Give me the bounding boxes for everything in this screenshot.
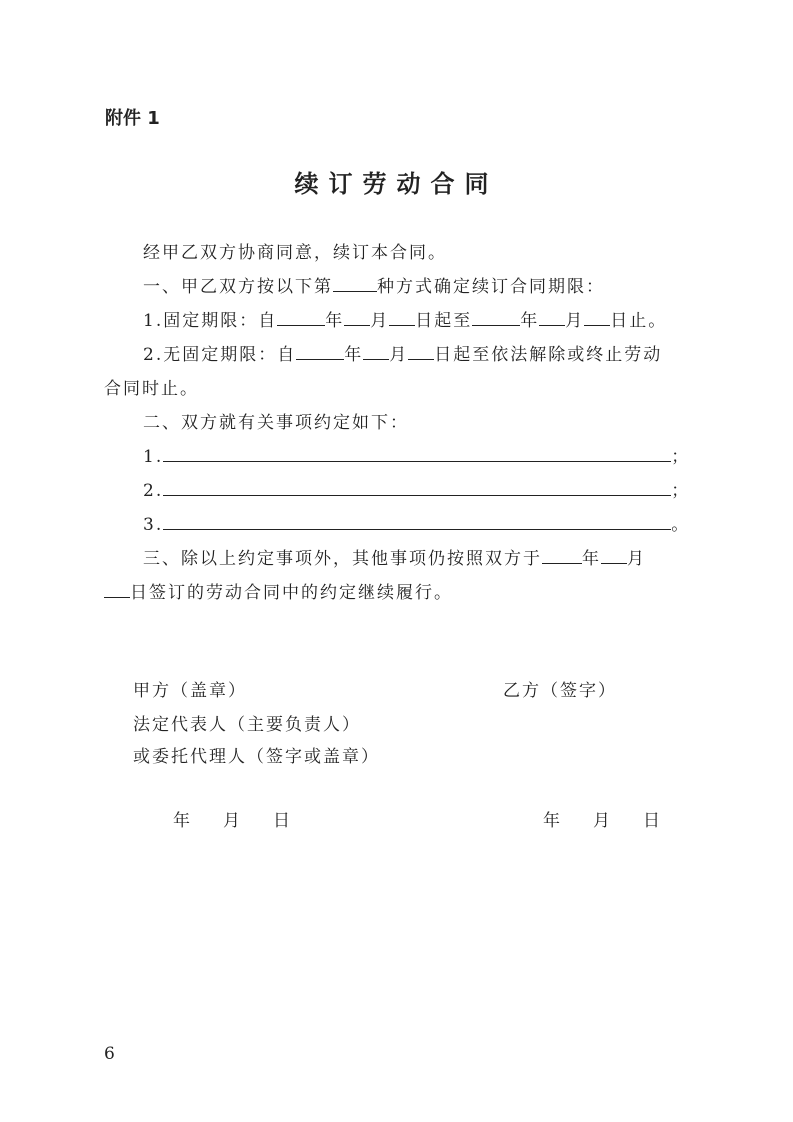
attachment-label: 附件 1 — [105, 108, 160, 129]
clause-three-text-a: 三、除以上约定事项外，其他事项仍按照双方于 — [143, 549, 542, 569]
item-three-blank[interactable] — [163, 513, 671, 530]
clause-one — [143, 272, 605, 297]
clause-three-text-b: 日签订的劳动合同中的约定继续履行。 — [130, 583, 453, 603]
clause-two: 二、双方就有关事项约定如下： — [143, 413, 409, 433]
clause-three-month: 月 — [627, 549, 646, 569]
clause-one-text-a: 一、甲乙双方按以下第 — [143, 277, 333, 297]
open-year-text: 年 — [344, 345, 364, 365]
fixed-end-month-blank[interactable] — [539, 309, 565, 326]
fixed-year-text: 年 — [325, 311, 345, 331]
clause-three-year: 年 — [582, 549, 601, 569]
item-end: ； — [671, 481, 691, 501]
fixed-start-day-blank[interactable] — [389, 309, 415, 326]
party-a-date-day: 日 — [273, 811, 290, 831]
fixed-term-label: 1.固定期限：自 — [143, 311, 278, 331]
item-number: 1. — [143, 447, 164, 467]
item-line — [143, 476, 690, 501]
method-number-blank[interactable] — [333, 275, 377, 292]
open-start-day-blank[interactable] — [408, 343, 434, 360]
clause-three — [143, 544, 646, 569]
item-number: 2. — [143, 481, 164, 501]
party-b-date-month: 月 — [593, 811, 610, 831]
page-number: 6 — [104, 1044, 115, 1064]
intro-paragraph: 经甲乙双方协商同意，续订本合同。 — [143, 243, 447, 263]
legal-representative: 法定代表人（主要负责人） — [133, 715, 361, 735]
clause-one-text-b: 种方式确定续订合同期限： — [377, 277, 605, 297]
open-term-line — [143, 340, 662, 365]
open-month-text: 月 — [389, 345, 409, 365]
item-one-blank[interactable] — [163, 445, 671, 462]
item-number: 3. — [143, 515, 164, 535]
fixed-term-line — [143, 306, 667, 331]
party-b-signature: 乙方（签字） — [503, 681, 617, 701]
item-end: 。 — [671, 515, 691, 535]
party-b-date-day: 日 — [643, 811, 660, 831]
open-start-month-blank[interactable] — [363, 343, 389, 360]
fixed-start-month-blank[interactable] — [344, 309, 370, 326]
party-a-seal: 甲方（盖章） — [133, 681, 247, 701]
open-term-label: 2.无固定期限：自 — [143, 345, 297, 365]
item-line — [143, 510, 690, 535]
fixed-end-year-text: 年 — [520, 311, 540, 331]
fixed-month-text: 月 — [370, 311, 390, 331]
signed-year-blank[interactable] — [542, 547, 582, 564]
fixed-from-text: 日起至 — [415, 311, 473, 331]
open-rest-text: 日起至依法解除或终止劳动 — [434, 345, 663, 365]
signed-month-blank[interactable] — [601, 547, 627, 564]
authorized-agent: 或委托代理人（签字或盖章） — [133, 747, 380, 767]
fixed-to-text: 日止。 — [610, 311, 668, 331]
document-title: 续订劳动合同 — [294, 170, 499, 198]
clause-three-continuation — [104, 578, 453, 603]
fixed-end-year-blank[interactable] — [472, 309, 520, 326]
party-a-date-month: 月 — [223, 811, 240, 831]
item-two-blank[interactable] — [163, 479, 671, 496]
party-b-date-year: 年 — [543, 811, 560, 831]
item-end: ； — [671, 447, 691, 467]
item-line — [143, 442, 690, 467]
fixed-end-day-blank[interactable] — [584, 309, 610, 326]
party-a-date-year: 年 — [173, 811, 190, 831]
fixed-start-year-blank[interactable] — [277, 309, 325, 326]
open-start-year-blank[interactable] — [296, 343, 344, 360]
signed-day-blank[interactable] — [104, 581, 130, 598]
open-term-continuation: 合同时止。 — [104, 379, 199, 399]
fixed-end-month-text: 月 — [565, 311, 585, 331]
